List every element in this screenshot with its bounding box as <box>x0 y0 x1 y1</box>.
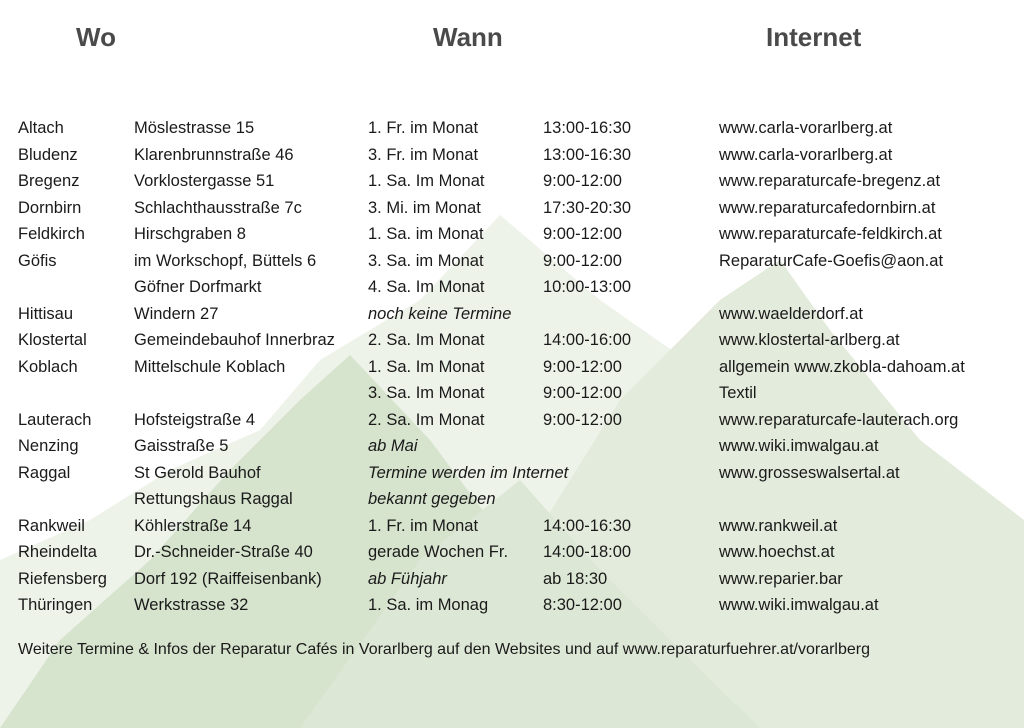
day-cell: 3. Fr. im Monat <box>368 145 479 164</box>
day-cell: 1. Sa. im Monag <box>368 596 489 614</box>
time-cell: 9:00-12:00 <box>543 357 622 376</box>
location-cell: Lauterach <box>18 410 92 429</box>
website-cell[interactable]: www.waelderdorf.at <box>719 304 863 323</box>
address-cell: Gaisstraße 5 <box>134 437 229 455</box>
table-row <box>0 566 1024 593</box>
address-cell: Gemeindebauhof Innerbraz <box>134 331 335 349</box>
table-row <box>0 460 1024 487</box>
location-cell: Bludenz <box>18 145 78 164</box>
address-cell: Möslestrasse 15 <box>134 119 255 137</box>
day-cell: 1. Fr. im Monat <box>368 119 479 137</box>
table-row <box>0 274 1024 301</box>
address-cell: Mittelschule Koblach <box>134 357 286 376</box>
address-cell: Klarenbrunnstraße 46 <box>134 145 294 164</box>
schedule-table <box>0 115 1024 619</box>
address-cell: Köhlerstraße 14 <box>134 516 252 535</box>
location-cell: Bregenz <box>18 172 80 190</box>
day-cell: 1. Fr. im Monat <box>368 516 479 535</box>
time-cell: 13:00-16:30 <box>543 119 632 137</box>
location-cell: Rheindelta <box>18 543 97 561</box>
website-cell[interactable]: www.wiki.imwalgau.at <box>719 596 879 614</box>
website-cell[interactable]: ReparaturCafe-Goefis@aon.at <box>719 251 944 270</box>
table-row <box>0 354 1024 381</box>
website-cell[interactable]: allgemein www.zkobla-dahoam.at <box>719 357 965 376</box>
day-cell: 3. Sa. im Monat <box>368 251 484 270</box>
time-cell: 13:00-16:30 <box>543 145 632 164</box>
table-row <box>0 592 1024 619</box>
time-cell: 14:00-18:00 <box>543 543 632 561</box>
table-row <box>0 486 1024 513</box>
day-cell: gerade Wochen Fr. <box>368 543 509 561</box>
location-cell: Raggal <box>18 463 71 482</box>
day-cell: 1. Sa. Im Monat <box>368 357 485 376</box>
table-row <box>0 142 1024 169</box>
time-cell: 9:00-12:00 <box>543 251 622 270</box>
day-cell: 1. Sa. Im Monat <box>368 172 485 190</box>
address-cell: Dr.-Schneider-Straße 40 <box>134 543 313 561</box>
location-cell: Göfis <box>18 251 57 270</box>
website-cell[interactable]: www.carla-vorarlberg.at <box>719 145 893 164</box>
time-cell: 14:00-16:30 <box>543 516 632 535</box>
location-cell: Koblach <box>18 357 78 376</box>
header-wo: Wo <box>76 22 116 52</box>
footer-note: Weitere Termine & Infos der Reparatur Cafés in Vorarlberg auf den Websites und auf www.reparaturfuehrer.at/vorarlberg <box>18 641 870 658</box>
website-cell[interactable]: www.carla-vorarlberg.at <box>719 119 893 137</box>
day-cell: 4. Sa. Im Monat <box>368 278 485 296</box>
table-row <box>0 221 1024 248</box>
header-wann: Wann <box>433 22 503 52</box>
day-cell: 2. Sa. Im Monat <box>368 331 485 349</box>
address-cell: Schlachthausstraße 7c <box>134 198 302 217</box>
day-cell: bekannt gegeben <box>368 490 496 508</box>
address-cell: Werkstrasse 32 <box>134 596 249 614</box>
table-row <box>0 327 1024 354</box>
time-cell: 14:00-16:00 <box>543 331 632 349</box>
website-cell[interactable]: Textil <box>719 384 757 402</box>
day-cell: 1. Sa. im Monat <box>368 225 484 243</box>
day-cell: Termine werden im Internet <box>368 463 569 482</box>
website-cell[interactable]: www.reparaturcafe-lauterach.org <box>719 410 959 429</box>
day-cell: 3. Mi. im Monat <box>368 198 481 217</box>
location-cell: Rankweil <box>18 516 85 535</box>
table-row <box>0 513 1024 540</box>
table-row <box>0 115 1024 142</box>
location-cell: Thüringen <box>18 596 93 614</box>
address-cell: Dorf 192 (Raiffeisenbank) <box>134 569 322 588</box>
address-cell: im Workschopf, Büttels 6 <box>134 251 317 270</box>
table-row <box>0 539 1024 566</box>
time-cell: 8:30-12:00 <box>543 596 622 614</box>
time-cell: 17:30-20:30 <box>543 198 632 217</box>
location-cell: Nenzing <box>18 437 79 455</box>
table-row <box>0 407 1024 434</box>
table-row <box>0 248 1024 275</box>
website-cell[interactable]: www.reparaturcafedornbirn.at <box>719 198 936 217</box>
time-cell: 9:00-12:00 <box>543 384 622 402</box>
day-cell: ab Fühjahr <box>368 569 447 588</box>
time-cell: ab 18:30 <box>543 569 608 588</box>
table-row <box>0 433 1024 460</box>
address-cell: Vorklostergasse 51 <box>134 172 275 190</box>
location-cell: Hittisau <box>18 304 74 323</box>
website-cell[interactable]: www.wiki.imwalgau.at <box>719 437 879 455</box>
day-cell: noch keine Termine <box>368 304 512 323</box>
website-cell[interactable]: www.reparaturcafe-bregenz.at <box>719 172 941 190</box>
location-cell: Altach <box>18 119 64 137</box>
table-row <box>0 380 1024 407</box>
location-cell: Klostertal <box>18 331 87 349</box>
website-cell[interactable]: www.reparaturcafe-feldkirch.at <box>719 225 942 243</box>
website-cell[interactable]: www.rankweil.at <box>719 516 838 535</box>
location-cell: Feldkirch <box>18 225 85 243</box>
website-cell[interactable]: www.klostertal-arlberg.at <box>719 331 900 349</box>
location-cell: Dornbirn <box>18 198 82 217</box>
time-cell: 10:00-13:00 <box>543 278 632 296</box>
location-cell: Riefensberg <box>18 569 107 588</box>
time-cell: 9:00-12:00 <box>543 225 622 243</box>
header-internet: Internet <box>766 22 862 52</box>
day-cell: 3. Sa. Im Monat <box>368 384 485 402</box>
table-row <box>0 195 1024 222</box>
website-cell[interactable]: www.grosseswalsertal.at <box>719 463 900 482</box>
time-cell: 9:00-12:00 <box>543 172 622 190</box>
day-cell: ab Mai <box>368 437 418 455</box>
day-cell: 2. Sa. Im Monat <box>368 410 485 429</box>
address-cell: Hofsteigstraße 4 <box>134 410 256 429</box>
website-cell[interactable]: www.reparier.bar <box>719 569 843 588</box>
address-cell: Göfner Dorfmarkt <box>134 278 262 296</box>
time-cell: 9:00-12:00 <box>543 410 622 429</box>
website-cell[interactable]: www.hoechst.at <box>719 543 835 561</box>
address-cell: Hirschgraben 8 <box>134 225 246 243</box>
address-cell: Rettungshaus Raggal <box>134 490 293 508</box>
table-row <box>0 168 1024 195</box>
address-cell: St Gerold Bauhof <box>134 463 261 482</box>
address-cell: Windern 27 <box>134 304 219 323</box>
table-row <box>0 301 1024 328</box>
